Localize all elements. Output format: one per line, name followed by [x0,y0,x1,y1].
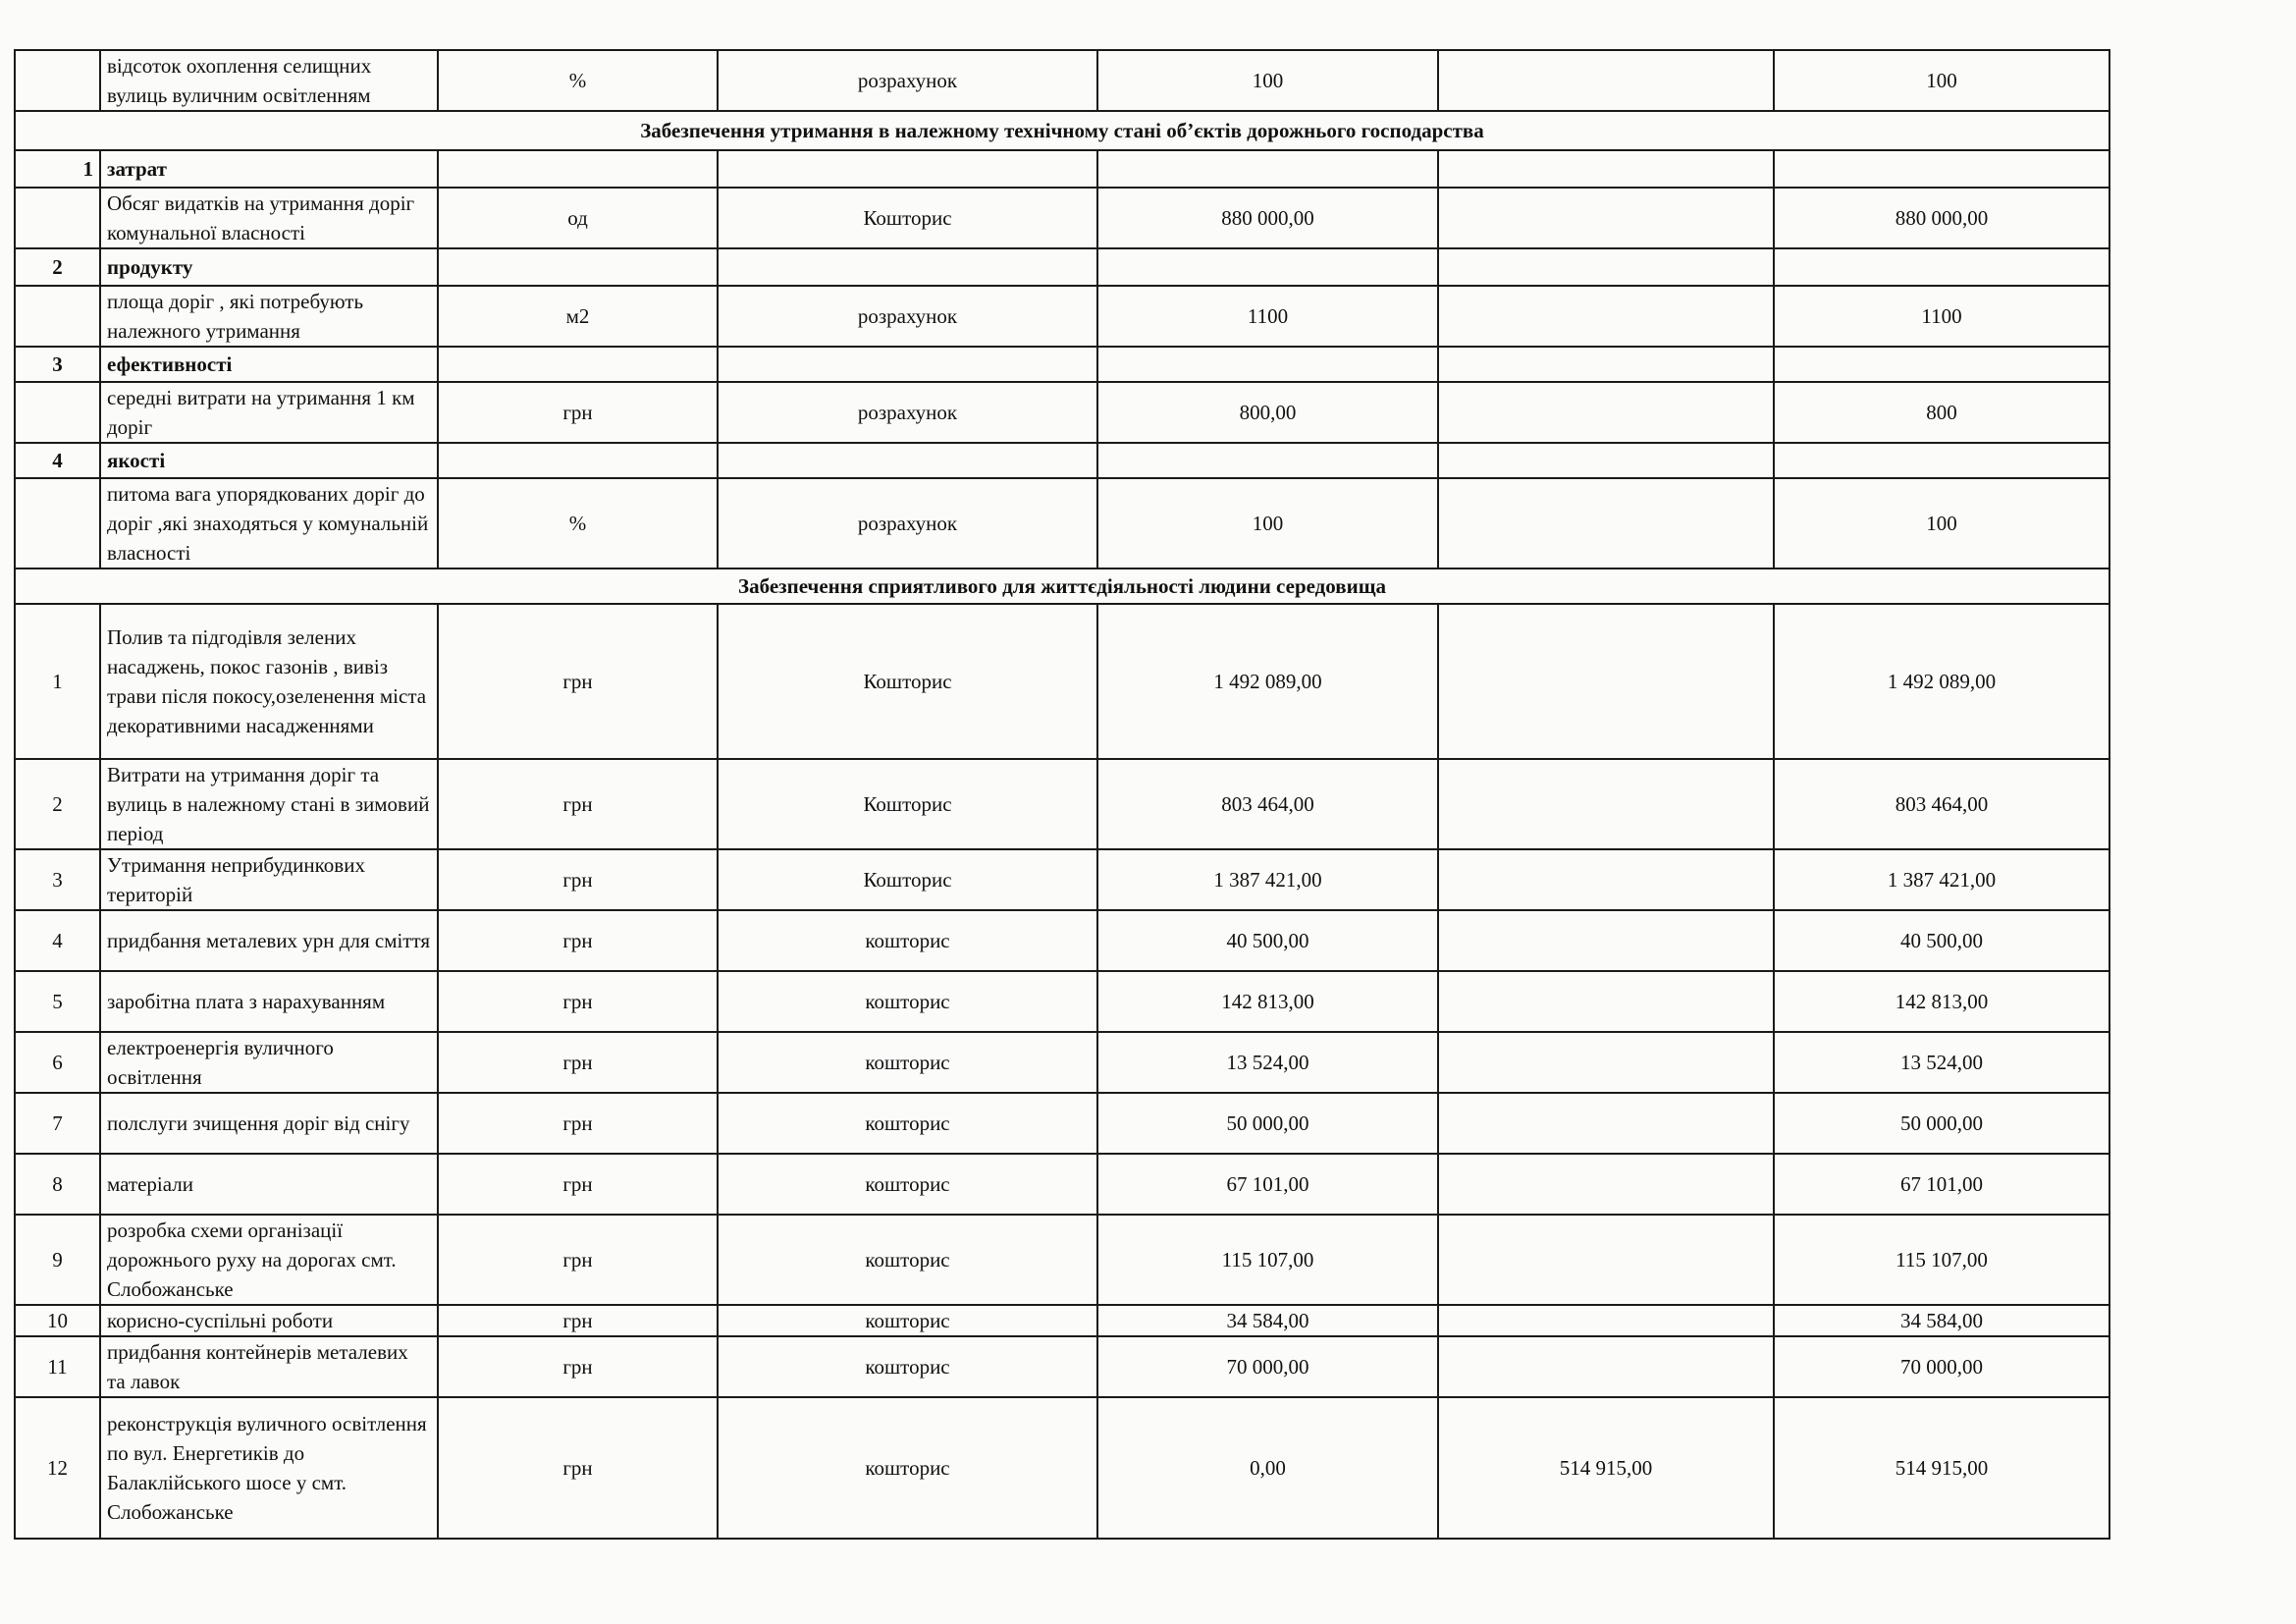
unit-cell: грн [438,759,718,849]
empty-cell [1774,347,2109,382]
empty-cell [718,347,1097,382]
special-fund-cell [1438,478,1774,568]
group-number: 1 [15,150,100,188]
empty-cell [718,150,1097,188]
indicator-name: заробітна плата з нарахуванням [100,971,438,1032]
source-cell: кошторис [718,971,1097,1032]
indicator-name: розробка схеми організації дорожнього руху на дорогах смт. Слобожанське [100,1215,438,1305]
special-fund-cell [1438,188,1774,248]
row-number: 1 [15,604,100,759]
group-name: продукту [100,248,438,286]
value-cell: 800,00 [1097,382,1438,443]
table-row [15,1397,2109,1539]
empty-cell [1438,248,1774,286]
indicator-name: Обсяг видатків на утримання доріг комунальної власності [100,188,438,248]
special-fund-cell [1438,1215,1774,1305]
total-cell: 803 464,00 [1774,759,2109,849]
value-cell: 13 524,00 [1097,1032,1438,1093]
special-fund-cell [1438,1154,1774,1215]
value-cell: 1 492 089,00 [1097,604,1438,759]
special-fund-cell [1438,910,1774,971]
empty-cell [1438,150,1774,188]
empty-cell [438,443,718,478]
indicator-name: полслуги зчищення доріг від снігу [100,1093,438,1154]
unit-cell: % [438,478,718,568]
section2-rows [15,604,2109,1539]
total-cell: 115 107,00 [1774,1215,2109,1305]
empty-cell [15,382,100,443]
source-cell: Кошторис [718,188,1097,248]
table-row [15,1032,2109,1093]
total-cell: 514 915,00 [1774,1397,2109,1539]
source-cell: розрахунок [718,382,1097,443]
unit-cell: грн [438,971,718,1032]
special-fund-cell [1438,1305,1774,1336]
total-cell: 142 813,00 [1774,971,2109,1032]
source-cell: кошторис [718,910,1097,971]
special-fund-cell: 514 915,00 [1438,1397,1774,1539]
indicator-name: Витрати на утримання доріг та вулиць в належному стані в зимовий період [100,759,438,849]
source-cell: кошторис [718,1397,1097,1539]
indicator-name: питома вага упорядкованих доріг до доріг ,які знаходяться у комунальній власності [100,478,438,568]
empty-cell [1774,248,2109,286]
source-cell: Кошторис [718,759,1097,849]
row-number: 12 [15,1397,100,1539]
indicator-name: середні витрати на утримання 1 км доріг [100,382,438,443]
source-cell: кошторис [718,1336,1097,1397]
row-number: 10 [15,1305,100,1336]
group-number: 3 [15,347,100,382]
table-row [15,188,2109,248]
unit-cell: грн [438,1305,718,1336]
table-row [15,50,2109,111]
table-row [15,286,2109,347]
group-number: 4 [15,443,100,478]
total-cell: 100 [1774,478,2109,568]
table-row [15,1215,2109,1305]
source-cell: розрахунок [718,50,1097,111]
source-cell: розрахунок [718,286,1097,347]
unit-cell: грн [438,849,718,910]
indicator-name: електроенергія вуличного освітлення [100,1032,438,1093]
section-title: Забезпечення утримання в належному технічному стані об’єктів дорожнього господарства [15,111,2109,150]
value-cell: 70 000,00 [1097,1336,1438,1397]
group-name: затрат [100,150,438,188]
total-cell: 800 [1774,382,2109,443]
table-row [15,910,2109,971]
value-cell: 0,00 [1097,1397,1438,1539]
empty-cell [438,150,718,188]
total-cell: 1 492 089,00 [1774,604,2109,759]
empty-cell [438,248,718,286]
value-cell: 100 [1097,478,1438,568]
value-cell: 142 813,00 [1097,971,1438,1032]
section-header [15,568,2109,604]
source-cell: кошторис [718,1032,1097,1093]
source-cell: кошторис [718,1154,1097,1215]
unit-cell: грн [438,1032,718,1093]
total-cell: 1 387 421,00 [1774,849,2109,910]
empty-cell [1097,150,1438,188]
empty-cell [1097,347,1438,382]
section-title: Забезпечення сприятливого для життєдіяльності людини середовища [15,568,2109,604]
row-number: 2 [15,759,100,849]
special-fund-cell [1438,1032,1774,1093]
value-cell: 67 101,00 [1097,1154,1438,1215]
section-header [15,111,2109,150]
source-cell: Кошторис [718,849,1097,910]
total-cell: 1100 [1774,286,2109,347]
value-cell: 34 584,00 [1097,1305,1438,1336]
group-row [15,248,2109,286]
unit-cell: м2 [438,286,718,347]
total-cell: 67 101,00 [1774,1154,2109,1215]
table-row [15,1154,2109,1215]
unit-cell: грн [438,1093,718,1154]
value-cell: 100 [1097,50,1438,111]
indicators-table [14,49,2110,1540]
indicator-name: корисно-суспільні роботи [100,1305,438,1336]
value-cell: 115 107,00 [1097,1215,1438,1305]
value-cell: 40 500,00 [1097,910,1438,971]
unit-cell: грн [438,1215,718,1305]
indicator-name: Полив та підгодівля зелених насаджень, покос газонів , вивіз трави після покосу,озеленення міста декоративними насадженнями [100,604,438,759]
source-cell: кошторис [718,1215,1097,1305]
total-cell: 100 [1774,50,2109,111]
empty-cell [718,443,1097,478]
row-number: 3 [15,849,100,910]
empty-cell [1438,347,1774,382]
empty-cell [1774,150,2109,188]
group-name: якості [100,443,438,478]
group-name: ефективності [100,347,438,382]
special-fund-cell [1438,286,1774,347]
table-row [15,604,2109,759]
unit-cell: грн [438,1336,718,1397]
source-cell: Кошторис [718,604,1097,759]
indicator-name: придбання металевих урн для сміття [100,910,438,971]
value-cell: 50 000,00 [1097,1093,1438,1154]
unit-cell: грн [438,1154,718,1215]
group-row [15,443,2109,478]
row-number: 5 [15,971,100,1032]
special-fund-cell [1438,849,1774,910]
row-number: 7 [15,1093,100,1154]
value-cell: 803 464,00 [1097,759,1438,849]
table-row [15,849,2109,910]
source-cell: кошторис [718,1093,1097,1154]
table-row [15,1336,2109,1397]
empty-cell [438,347,718,382]
total-cell: 34 584,00 [1774,1305,2109,1336]
special-fund-cell [1438,971,1774,1032]
table-row [15,759,2109,849]
value-cell: 880 000,00 [1097,188,1438,248]
indicator-name: матеріали [100,1154,438,1215]
empty-cell [15,286,100,347]
empty-cell [1774,443,2109,478]
total-cell: 13 524,00 [1774,1032,2109,1093]
empty-cell [718,248,1097,286]
indicator-name: реконструкція вуличного освітлення по вул. Енергетиків до Балаклійського шосе у смт. Слобожанське [100,1397,438,1539]
table-row [15,971,2109,1032]
empty-cell [15,188,100,248]
indicator-name: Утримання неприбудинкових територій [100,849,438,910]
empty-cell [1097,443,1438,478]
row-number: 9 [15,1215,100,1305]
group-row [15,150,2109,188]
value-cell: 1100 [1097,286,1438,347]
row-number [15,50,100,111]
unit-cell: грн [438,1397,718,1539]
source-cell: розрахунок [718,478,1097,568]
indicator-name: площа доріг , які потребують належного утримання [100,286,438,347]
group-row [15,347,2109,382]
row-number: 11 [15,1336,100,1397]
indicator-name: придбання контейнерів металевих та лавок [100,1336,438,1397]
special-fund-cell [1438,1093,1774,1154]
row-number: 4 [15,910,100,971]
total-cell: 40 500,00 [1774,910,2109,971]
row-number: 8 [15,1154,100,1215]
group-number: 2 [15,248,100,286]
total-cell: 50 000,00 [1774,1093,2109,1154]
table-row [15,478,2109,568]
special-fund-cell [1438,604,1774,759]
unit-cell: грн [438,910,718,971]
special-fund-cell [1438,382,1774,443]
total-cell: 70 000,00 [1774,1336,2109,1397]
empty-cell [15,478,100,568]
value-cell: 1 387 421,00 [1097,849,1438,910]
empty-cell [1438,443,1774,478]
unit-cell: од [438,188,718,248]
table-row [15,1093,2109,1154]
row-number: 6 [15,1032,100,1093]
table-row [15,1305,2109,1336]
special-fund-cell [1438,759,1774,849]
unit-cell: % [438,50,718,111]
empty-cell [1097,248,1438,286]
unit-cell: грн [438,604,718,759]
total-cell: 880 000,00 [1774,188,2109,248]
table-row [15,382,2109,443]
indicator-name: відсоток охоплення селищних вулиць вуличним освітленням [100,50,438,111]
special-fund-cell [1438,50,1774,111]
source-cell: кошторис [718,1305,1097,1336]
special-fund-cell [1438,1336,1774,1397]
unit-cell: грн [438,382,718,443]
